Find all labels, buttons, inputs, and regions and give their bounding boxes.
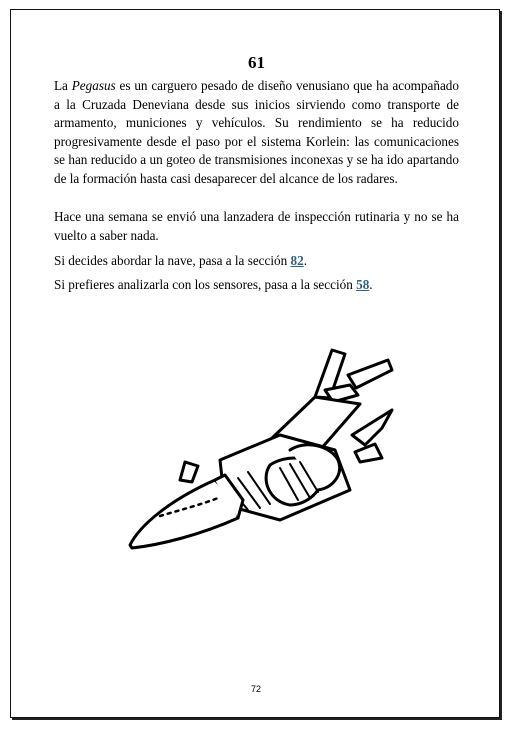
ship-name: Pegasus <box>71 78 116 93</box>
intro-paragraph <box>54 77 459 189</box>
section-number: 61 <box>248 53 265 72</box>
choice-sensors-text: Si prefieres analizarla con los sensores, pasa a la sección <box>54 277 357 292</box>
choice-board-text: Si decides abordar la nave, pasa a la sección <box>54 253 291 268</box>
page-number: 72 <box>250 684 261 694</box>
choice-board <box>54 252 459 271</box>
shuttle-paragraph: Hace una semana se envió una lanzadera de inspección rutinaria y no se ha vuelto a saber nada. <box>54 209 459 243</box>
choice-sensors-end: . <box>369 277 373 292</box>
intro-text-start: La <box>54 78 72 93</box>
spaceship-icon <box>120 340 420 570</box>
intro-text-rest: es un carguero pesado de diseño venusiano que ha acompañado a la Cruzada Deneviana desde sus inicios sirviendo como transporte de armamento, municiones y vehículos. Su rendimiento se ha reducido progresivamente desde el paso por el sistema Korlein: las comunicaciones se han reducido a un goteo de transmisiones inconexas y se ha ido apartando de la formación hasta casi desaparecer del alcance de los radares. <box>54 78 459 186</box>
section-link-58[interactable]: 58 <box>356 277 370 292</box>
choice-board-end: . <box>303 253 308 268</box>
section-link-82[interactable]: 82 <box>290 253 304 268</box>
choice-sensors <box>54 276 459 295</box>
